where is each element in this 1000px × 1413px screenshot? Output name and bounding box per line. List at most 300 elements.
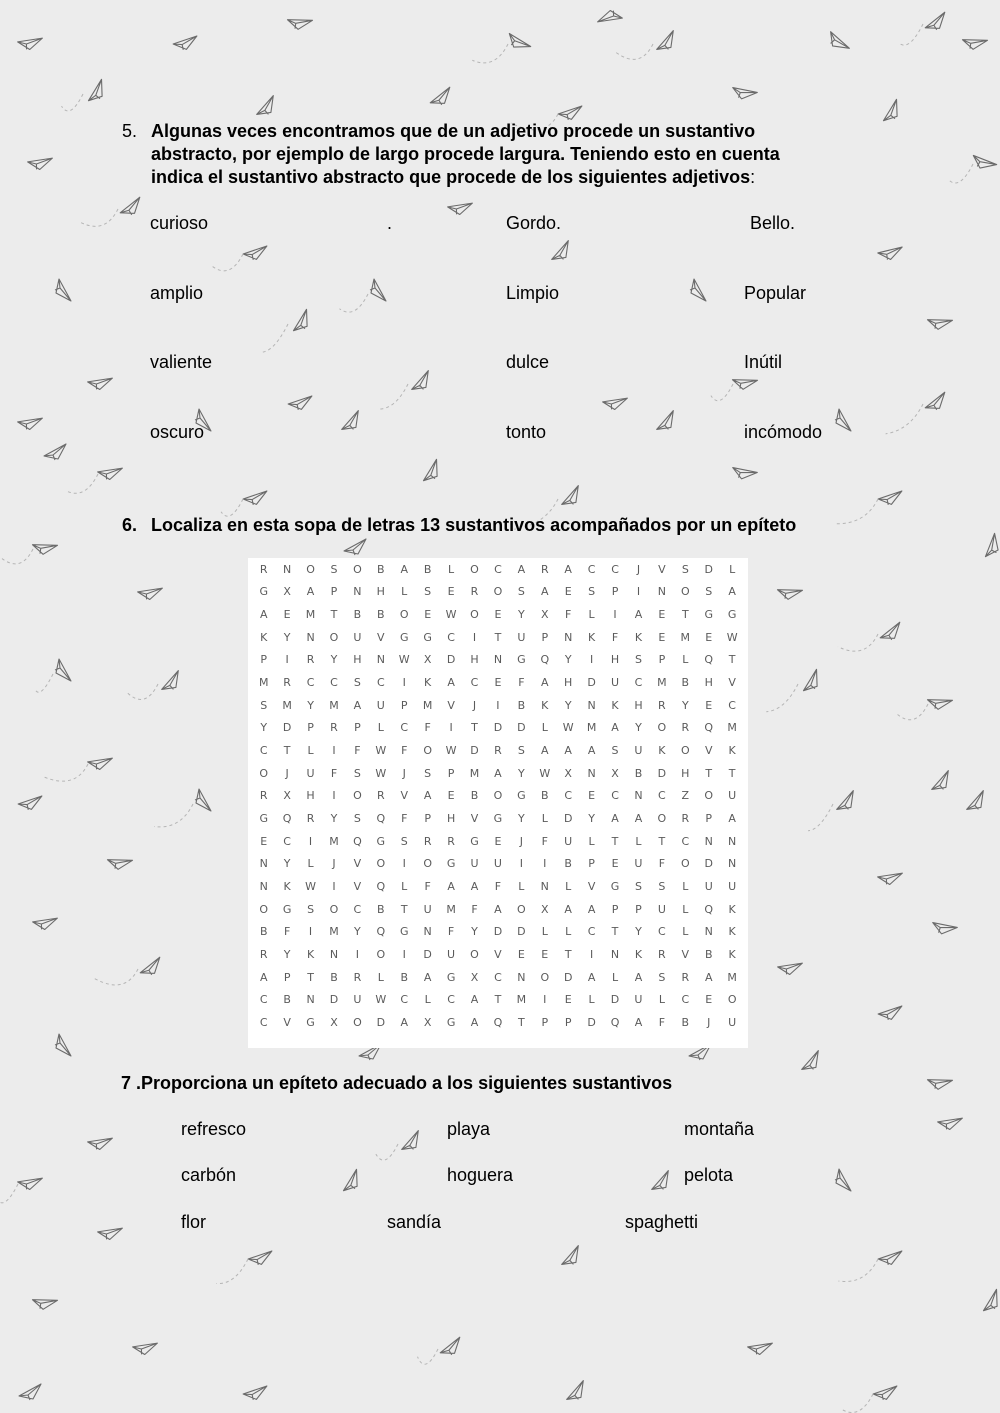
word-search-letter[interactable]: B	[541, 789, 549, 803]
word-search-letter[interactable]: I	[543, 993, 547, 1007]
word-search-letter[interactable]: Y	[517, 766, 525, 780]
word-search-letter[interactable]: O	[376, 857, 386, 871]
word-search-letter[interactable]: D	[517, 925, 526, 939]
word-search-letter[interactable]: D	[376, 1015, 386, 1029]
word-search-letter[interactable]: Y	[283, 857, 291, 871]
word-search-letter[interactable]: L	[682, 925, 689, 939]
word-search-letter[interactable]: L	[565, 880, 572, 894]
word-search-letter[interactable]: I	[332, 880, 336, 894]
word-search-letter[interactable]: A	[517, 562, 526, 576]
word-search-letter[interactable]: V	[704, 744, 713, 758]
word-search-letter[interactable]: F	[541, 834, 548, 848]
word-search-letter[interactable]: X	[283, 585, 291, 599]
word-search-letter[interactable]: B	[470, 789, 479, 803]
word-search-letter[interactable]: P	[400, 698, 408, 712]
word-search-letter[interactable]: A	[494, 766, 502, 780]
word-search-letter[interactable]: A	[447, 676, 455, 690]
word-search-letter[interactable]: N	[634, 789, 643, 803]
word-search-letter[interactable]: D	[563, 970, 573, 984]
word-search-letter[interactable]: O	[353, 789, 362, 803]
word-search-letter[interactable]: U	[728, 880, 737, 894]
word-search-letter[interactable]: V	[400, 789, 408, 803]
word-search-letter[interactable]: A	[423, 970, 432, 984]
word-search-letter[interactable]: O	[259, 766, 269, 780]
word-search-letter[interactable]: L	[424, 993, 431, 1007]
word-search-letter[interactable]: L	[307, 857, 314, 871]
word-search-letter[interactable]: D	[517, 721, 526, 735]
word-search-letter[interactable]: Y	[330, 812, 338, 826]
word-search-letter[interactable]: K	[306, 947, 315, 961]
word-search-letter[interactable]: X	[283, 789, 291, 803]
word-search-letter[interactable]: U	[517, 630, 526, 644]
word-search-letter[interactable]: H	[376, 585, 385, 599]
word-search-letter[interactable]: S	[330, 562, 338, 576]
word-search-letter[interactable]: B	[400, 970, 409, 984]
word-search-letter[interactable]: A	[400, 562, 408, 576]
word-search-letter[interactable]: R	[494, 744, 502, 758]
word-search-letter[interactable]: U	[470, 857, 479, 871]
word-search-letter[interactable]: Q	[540, 653, 550, 667]
word-search-letter[interactable]: X	[423, 1015, 432, 1029]
word-search-letter[interactable]: N	[283, 562, 292, 576]
word-search-letter[interactable]: H	[610, 653, 620, 667]
word-search-letter[interactable]: N	[564, 630, 573, 644]
word-search-letter[interactable]: F	[424, 721, 431, 735]
word-search-letter[interactable]: P	[588, 857, 595, 871]
word-search-letter[interactable]: I	[355, 947, 360, 961]
word-search-letter[interactable]: E	[541, 947, 549, 961]
word-search-letter[interactable]: C	[353, 902, 362, 916]
word-search-letter[interactable]: Y	[260, 721, 268, 735]
word-search-letter[interactable]: I	[613, 608, 617, 622]
word-search-letter[interactable]: A	[634, 970, 643, 984]
word-search-letter[interactable]: N	[728, 834, 737, 848]
word-search-letter[interactable]: B	[681, 1015, 690, 1029]
word-search-letter[interactable]: D	[563, 812, 573, 826]
word-search-letter[interactable]: Y	[564, 653, 572, 667]
word-search-letter[interactable]: P	[541, 1015, 549, 1029]
word-search-letter[interactable]: C	[634, 676, 643, 690]
word-search-letter[interactable]: O	[423, 857, 432, 871]
word-search-letter[interactable]: F	[401, 744, 408, 758]
word-search-letter[interactable]: C	[564, 789, 573, 803]
word-search-letter[interactable]: A	[470, 993, 479, 1007]
word-search-letter[interactable]: I	[543, 857, 547, 871]
word-search-letter[interactable]: N	[259, 857, 268, 871]
word-search-letter[interactable]: O	[704, 789, 714, 803]
word-search-letter[interactable]: E	[260, 834, 268, 848]
word-search-letter[interactable]: F	[283, 925, 291, 939]
word-search-letter[interactable]: T	[283, 744, 291, 758]
word-search-letter[interactable]: O	[399, 608, 409, 622]
word-search-letter[interactable]: O	[493, 585, 503, 599]
word-search-letter[interactable]: W	[445, 744, 457, 758]
word-search-letter[interactable]: L	[541, 721, 548, 735]
word-search-letter[interactable]: U	[353, 993, 362, 1007]
word-search-letter[interactable]: H	[681, 766, 690, 780]
word-search-letter[interactable]: A	[541, 744, 549, 758]
word-search-letter[interactable]: D	[704, 562, 713, 576]
word-search-letter[interactable]: K	[728, 744, 736, 758]
word-search-letter[interactable]: U	[564, 834, 573, 848]
word-search-letter[interactable]: J	[519, 834, 523, 848]
word-search-letter[interactable]: N	[517, 970, 526, 984]
word-search-letter[interactable]: E	[424, 608, 432, 622]
word-search-letter[interactable]: F	[518, 676, 525, 690]
word-search-letter[interactable]: B	[517, 698, 526, 712]
word-search-letter[interactable]: U	[447, 947, 456, 961]
word-search-letter[interactable]: T	[564, 947, 572, 961]
word-search-letter[interactable]: R	[470, 585, 479, 599]
word-search-letter[interactable]: K	[728, 925, 736, 939]
word-search-letter[interactable]: E	[564, 585, 572, 599]
word-search-letter[interactable]: D	[493, 721, 503, 735]
word-search-letter[interactable]: Y	[517, 812, 525, 826]
word-search-letter[interactable]: D	[470, 744, 479, 758]
word-search-letter[interactable]: U	[728, 789, 737, 803]
word-search-letter[interactable]: X	[611, 766, 619, 780]
word-search-letter[interactable]: R	[306, 812, 315, 826]
word-search-letter[interactable]: M	[727, 970, 737, 984]
word-search-letter[interactable]: S	[260, 698, 268, 712]
word-search-letter[interactable]: L	[565, 925, 572, 939]
word-search-letter[interactable]: A	[728, 812, 736, 826]
word-search-letter[interactable]: R	[353, 970, 362, 984]
word-search-letter[interactable]: I	[332, 789, 336, 803]
word-search-letter[interactable]: V	[447, 698, 455, 712]
word-search-letter[interactable]: N	[493, 653, 503, 667]
word-search-letter[interactable]: A	[306, 585, 315, 599]
word-search-letter[interactable]: S	[400, 834, 408, 848]
word-search-letter[interactable]: O	[540, 970, 550, 984]
word-search-letter[interactable]: R	[283, 676, 291, 690]
word-search-letter[interactable]: L	[682, 880, 689, 894]
word-search-letter[interactable]: F	[658, 857, 666, 871]
word-search-letter[interactable]: P	[611, 585, 619, 599]
word-search-letter[interactable]: V	[353, 857, 362, 871]
word-search-letter[interactable]: H	[470, 653, 479, 667]
word-search-letter[interactable]: N	[587, 766, 596, 780]
word-search-letter[interactable]: M	[586, 721, 597, 735]
word-search-letter[interactable]: N	[423, 925, 432, 939]
word-search-letter[interactable]: D	[587, 676, 596, 690]
word-search-letter[interactable]: I	[589, 653, 594, 667]
word-search-letter[interactable]: A	[400, 1015, 408, 1029]
word-search-letter[interactable]: O	[353, 1015, 362, 1029]
word-search-letter[interactable]: V	[658, 562, 666, 576]
word-search-letter[interactable]: H	[306, 789, 315, 803]
word-search-letter[interactable]: E	[705, 993, 713, 1007]
word-search-letter[interactable]: P	[705, 812, 713, 826]
word-search-letter[interactable]: R	[259, 947, 268, 961]
word-search-letter[interactable]: S	[353, 676, 361, 690]
word-search-letter[interactable]: L	[307, 744, 314, 758]
word-search-letter[interactable]: R	[658, 698, 666, 712]
word-search-letter[interactable]: C	[681, 993, 690, 1007]
word-search-letter[interactable]: M	[422, 698, 433, 712]
word-search-letter[interactable]: K	[634, 947, 643, 961]
word-search-letter[interactable]: B	[377, 608, 385, 622]
word-search-letter[interactable]: E	[494, 608, 502, 622]
word-search-letter[interactable]: I	[402, 676, 406, 690]
word-search-letter[interactable]: L	[377, 970, 384, 984]
word-search-letter[interactable]: Y	[330, 653, 338, 667]
word-search-letter[interactable]: W	[562, 721, 574, 735]
word-search-letter[interactable]: O	[517, 902, 526, 916]
word-search-letter[interactable]: B	[259, 925, 268, 939]
word-search-letter[interactable]: R	[681, 721, 690, 735]
word-search-letter[interactable]: G	[704, 608, 713, 622]
word-search-letter[interactable]: U	[376, 698, 385, 712]
word-search-letter[interactable]: W	[375, 766, 387, 780]
word-search-letter[interactable]: E	[447, 789, 455, 803]
word-search-letter[interactable]: C	[658, 925, 666, 939]
word-search-letter[interactable]: S	[353, 766, 361, 780]
word-search-letter[interactable]: C	[376, 676, 385, 690]
word-search-letter[interactable]: Z	[681, 789, 690, 803]
word-search-letter[interactable]: T	[494, 630, 502, 644]
word-search-letter[interactable]: Y	[517, 608, 525, 622]
word-search-letter[interactable]: H	[564, 676, 573, 690]
word-search-letter[interactable]: L	[401, 585, 408, 599]
word-search-letter[interactable]: Y	[283, 947, 291, 961]
word-search-letter[interactable]: E	[658, 608, 666, 622]
word-search-letter[interactable]: Y	[681, 698, 689, 712]
word-search-letter[interactable]: A	[634, 1015, 643, 1029]
word-search-letter[interactable]: B	[681, 676, 690, 690]
word-search-letter[interactable]: Q	[704, 721, 714, 735]
word-search-letter[interactable]: M	[329, 834, 339, 848]
word-search-letter[interactable]: L	[588, 608, 595, 622]
word-search-letter[interactable]: O	[329, 902, 339, 916]
word-search-letter[interactable]: O	[727, 993, 737, 1007]
word-search-letter[interactable]: L	[682, 902, 689, 916]
word-search-letter[interactable]: O	[680, 857, 690, 871]
word-search-letter[interactable]: A	[470, 1015, 479, 1029]
word-search-letter[interactable]: Q	[376, 925, 386, 939]
word-search-letter[interactable]: I	[402, 857, 406, 871]
word-search-letter[interactable]: H	[446, 812, 456, 826]
word-search-letter[interactable]: P	[330, 585, 338, 599]
word-search-letter[interactable]: B	[377, 562, 385, 576]
word-search-letter[interactable]: P	[354, 721, 361, 735]
word-search-grid[interactable]	[252, 558, 744, 1034]
word-search-letter[interactable]: S	[634, 653, 642, 667]
word-search-letter[interactable]: D	[329, 993, 339, 1007]
word-search-letter[interactable]: M	[329, 925, 339, 939]
word-search-letter[interactable]: E	[658, 630, 666, 644]
word-search-letter[interactable]: I	[332, 744, 336, 758]
word-search-letter[interactable]: N	[704, 834, 713, 848]
word-search-letter[interactable]: N	[259, 880, 268, 894]
word-search-letter[interactable]: A	[447, 880, 455, 894]
word-search-letter[interactable]: E	[494, 834, 502, 848]
word-search-letter[interactable]: O	[657, 812, 667, 826]
word-search-letter[interactable]: C	[259, 993, 268, 1007]
word-search-letter[interactable]: A	[494, 902, 502, 916]
word-search-letter[interactable]: D	[704, 857, 713, 871]
word-search-letter[interactable]: C	[330, 676, 338, 690]
word-search-letter[interactable]: Q	[704, 653, 714, 667]
word-search-letter[interactable]: G	[517, 653, 526, 667]
word-search-letter[interactable]: N	[306, 630, 315, 644]
word-search-letter[interactable]: U	[657, 902, 666, 916]
word-search-letter[interactable]: Y	[588, 812, 595, 826]
word-search-letter[interactable]: K	[658, 744, 666, 758]
word-search-letter[interactable]: X	[541, 608, 549, 622]
word-search-letter[interactable]: T	[494, 993, 502, 1007]
word-search-letter[interactable]: L	[518, 880, 525, 894]
word-search-letter[interactable]: A	[611, 812, 619, 826]
word-search-letter[interactable]: T	[307, 970, 314, 984]
word-search-letter[interactable]: A	[611, 721, 619, 735]
word-search-letter[interactable]: A	[564, 562, 572, 576]
word-search-letter[interactable]: U	[634, 993, 643, 1007]
word-search-letter[interactable]: S	[681, 562, 689, 576]
word-search-letter[interactable]: I	[449, 721, 453, 735]
word-search-letter[interactable]: C	[447, 993, 455, 1007]
word-search-letter[interactable]: T	[330, 608, 338, 622]
word-search-letter[interactable]: R	[658, 947, 666, 961]
word-search-letter[interactable]: S	[353, 812, 361, 826]
word-search-letter[interactable]: L	[448, 562, 455, 576]
word-search-letter[interactable]: F	[658, 1015, 666, 1029]
word-search-letter[interactable]: M	[657, 676, 667, 690]
word-search-letter[interactable]: M	[258, 676, 269, 690]
word-search-letter[interactable]: A	[634, 812, 643, 826]
word-search-letter[interactable]: E	[564, 993, 572, 1007]
word-search-letter[interactable]: Q	[353, 834, 362, 848]
word-search-letter[interactable]: O	[680, 744, 690, 758]
word-search-letter[interactable]: N	[610, 947, 620, 961]
word-search-letter[interactable]: G	[610, 880, 620, 894]
word-search-letter[interactable]: Q	[376, 880, 386, 894]
word-search-letter[interactable]: M	[516, 993, 527, 1007]
word-search-letter[interactable]: E	[611, 857, 619, 871]
word-search-letter[interactable]: L	[729, 562, 736, 576]
word-search-letter[interactable]: N	[657, 585, 666, 599]
word-search-letter[interactable]: B	[564, 857, 572, 871]
word-search-letter[interactable]: K	[588, 630, 596, 644]
word-search-letter[interactable]: F	[330, 766, 338, 780]
word-search-letter[interactable]: T	[517, 1015, 525, 1029]
word-search-letter[interactable]: A	[470, 880, 479, 894]
word-search-letter[interactable]: G	[423, 630, 432, 644]
word-search-letter[interactable]: R	[306, 653, 315, 667]
word-search-letter[interactable]: U	[493, 857, 502, 871]
word-search-letter[interactable]: A	[564, 902, 572, 916]
word-search-letter[interactable]: K	[541, 698, 549, 712]
word-search-letter[interactable]: K	[728, 902, 736, 916]
word-search-letter[interactable]: D	[282, 721, 292, 735]
word-search-letter[interactable]: S	[517, 744, 525, 758]
word-search-letter[interactable]: N	[587, 698, 596, 712]
word-search-letter[interactable]: C	[259, 1015, 268, 1029]
word-search-letter[interactable]: I	[589, 947, 594, 961]
word-search-letter[interactable]: F	[565, 608, 572, 622]
word-search-letter[interactable]: H	[634, 698, 643, 712]
word-search-letter[interactable]: O	[376, 947, 386, 961]
word-search-letter[interactable]: C	[283, 834, 291, 848]
word-search-letter[interactable]: F	[354, 744, 361, 758]
word-search-letter[interactable]: I	[308, 925, 313, 939]
word-search-letter[interactable]: B	[423, 562, 432, 576]
word-search-letter[interactable]: G	[399, 925, 409, 939]
word-search-letter[interactable]: F	[401, 812, 408, 826]
word-search-letter[interactable]: H	[704, 676, 713, 690]
word-search-letter[interactable]: S	[611, 744, 619, 758]
word-search-letter[interactable]: R	[330, 721, 338, 735]
word-search-letter[interactable]: S	[634, 880, 642, 894]
word-search-letter[interactable]: P	[260, 653, 268, 667]
word-search-letter[interactable]: H	[353, 653, 362, 667]
word-search-letter[interactable]: G	[259, 585, 268, 599]
word-search-letter[interactable]: V	[494, 947, 502, 961]
word-search-letter[interactable]: S	[705, 585, 713, 599]
word-search-letter[interactable]: M	[469, 766, 480, 780]
word-search-letter[interactable]: C	[728, 698, 736, 712]
word-search-letter[interactable]: G	[306, 1015, 315, 1029]
word-search-letter[interactable]: U	[306, 766, 315, 780]
word-search-letter[interactable]: V	[283, 1015, 291, 1029]
word-search-letter[interactable]: Y	[635, 721, 642, 735]
word-search-letter[interactable]: O	[259, 902, 269, 916]
word-search-letter[interactable]: B	[330, 970, 338, 984]
word-search-letter[interactable]: L	[588, 993, 595, 1007]
word-search-letter[interactable]: I	[308, 834, 313, 848]
word-search-letter[interactable]: D	[657, 766, 667, 780]
word-search-letter[interactable]: L	[588, 834, 595, 848]
word-search-letter[interactable]: J	[707, 1015, 711, 1029]
word-search-letter[interactable]: Q	[704, 902, 714, 916]
word-search-letter[interactable]: S	[658, 880, 666, 894]
word-search-letter[interactable]: K	[283, 880, 291, 894]
word-search-letter[interactable]: E	[705, 698, 713, 712]
word-search-letter[interactable]: M	[329, 698, 339, 712]
word-search-letter[interactable]: W	[398, 653, 410, 667]
word-search-letter[interactable]: U	[423, 902, 432, 916]
word-search-letter[interactable]: N	[353, 585, 362, 599]
word-search-letter[interactable]: O	[657, 721, 667, 735]
word-search-letter[interactable]: F	[494, 880, 502, 894]
word-search-letter[interactable]: G	[446, 970, 456, 984]
word-search-letter[interactable]: Q	[610, 1015, 620, 1029]
word-search-letter[interactable]: R	[376, 789, 385, 803]
word-search-letter[interactable]: R	[681, 812, 690, 826]
word-search-letter[interactable]: U	[634, 744, 643, 758]
word-search-letter[interactable]: P	[424, 812, 431, 826]
word-search-letter[interactable]: U	[353, 630, 362, 644]
word-search-letter[interactable]: N	[728, 857, 737, 871]
word-search-letter[interactable]: P	[635, 902, 642, 916]
word-search-letter[interactable]: T	[658, 834, 666, 848]
word-search-letter[interactable]: S	[307, 902, 315, 916]
word-search-letter[interactable]: L	[658, 993, 665, 1007]
word-search-letter[interactable]: N	[540, 880, 549, 894]
word-search-letter[interactable]: V	[377, 630, 385, 644]
word-search-letter[interactable]: D	[493, 925, 503, 939]
word-search-letter[interactable]: L	[541, 812, 548, 826]
word-search-letter[interactable]: Y	[564, 698, 572, 712]
word-search-letter[interactable]: G	[259, 812, 268, 826]
word-search-letter[interactable]: M	[727, 721, 737, 735]
word-search-letter[interactable]: W	[375, 744, 387, 758]
word-search-letter[interactable]: R	[681, 970, 690, 984]
word-search-letter[interactable]: J	[332, 857, 336, 871]
word-search-letter[interactable]: W	[375, 993, 387, 1007]
word-search-letter[interactable]: X	[564, 766, 572, 780]
word-search-letter[interactable]: P	[541, 630, 549, 644]
